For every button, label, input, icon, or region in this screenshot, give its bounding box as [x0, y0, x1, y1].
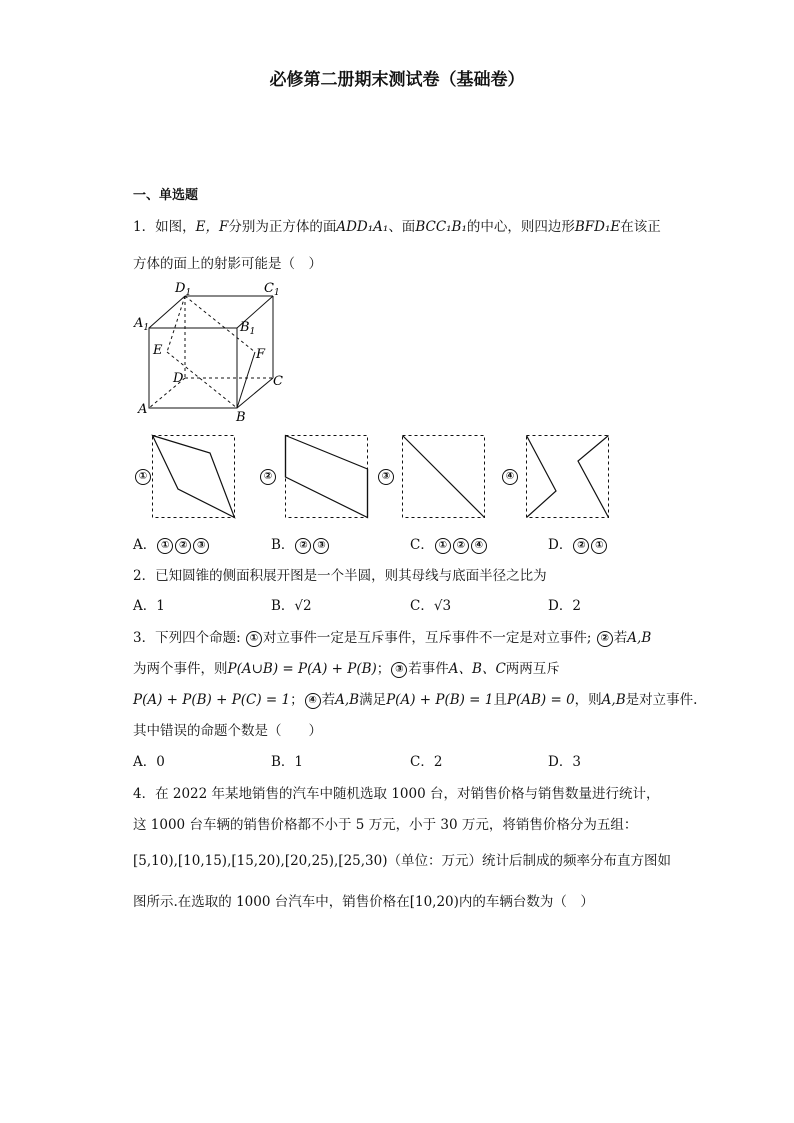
fig-label-4: ④ [501, 466, 519, 486]
label-E: E [153, 343, 163, 358]
q3-formula-sum: P(A) + P(B) + P(C) = 1 [133, 692, 291, 708]
q3-line1: 3．下列四个命题: ① 对立事件一定是互斥事件，互斥事件不一定是对立事件; ② 若A,B [133, 630, 652, 646]
label-C1: $C_1$ [264, 281, 280, 298]
q1-option-a[interactable]: A． ① ② ③ [133, 535, 210, 555]
q1-quad: BFD₁E [574, 219, 621, 235]
fig-label-1: ① [134, 466, 152, 486]
label-B: B [236, 410, 246, 425]
projection-2 [285, 435, 369, 519]
q1-face1: ADD₁A₁ [336, 219, 389, 235]
q2-option-c[interactable]: C．√3 [410, 598, 452, 614]
q1-option-b[interactable]: B． ② ③ [271, 535, 330, 555]
q3-option-d[interactable]: D．3 [548, 754, 581, 770]
q3-option-a[interactable]: A．0 [133, 754, 165, 770]
q1-points-ef: E，F [195, 219, 229, 235]
q1-line1 [133, 217, 661, 237]
q1-text-e: 在该正 [620, 219, 661, 235]
q3-line4: 其中错误的命题个数是（ ） [133, 723, 322, 739]
label-A1: $A_1$ [134, 316, 150, 333]
fig-label-3: ③ [377, 466, 395, 486]
q1-line2: 方体的面上的射影可能是（ ） [133, 256, 322, 272]
q3-option-c[interactable]: C．2 [410, 754, 443, 770]
q4-line4: 图所示.在选取的 1000 台汽车中，销售价格在[10,20)内的车辆台数为（ ） [133, 894, 594, 910]
q1-text-c: 、面 [388, 219, 416, 235]
q3-formula-union: P(A∪B) = P(A) + P(B) [227, 661, 377, 677]
projection-4 [526, 435, 610, 519]
q3-line3: P(A) + P(B) + P(C) = 1； ④ 若A,B满足P(A) + P(B) = 1且P(AB) = 0，则A,B是对立事件. [133, 692, 698, 708]
q2-stem: 2．已知圆锥的侧面积展开图是一个半圆，则其母线与底面半径之比为 [133, 568, 547, 584]
q1-text-d: 的中心，则四边形 [466, 219, 575, 235]
q4-line3: [5,10),[10,15),[15,20),[20,25),[25,30)（单位：万元）统计后制成的频率分布直方图如 [133, 853, 671, 869]
projection-1 [152, 435, 236, 519]
label-D1: $D_1$ [175, 281, 192, 298]
projection-3 [402, 435, 486, 519]
q3-option-b[interactable]: B．1 [271, 754, 304, 770]
label-A: A [138, 402, 148, 417]
q4-line2: 这 1000 台车辆的销售价格都不小于 5 万元，小于 30 万元，将销售价格分为五组： [133, 817, 638, 833]
q2-option-b[interactable]: B．√2 [271, 598, 312, 614]
q3-line2: 为两个事件，则P(A∪B) = P(A) + P(B)； ③ 若事件A、B、C两两互斥 [133, 661, 560, 677]
label-F: F [256, 347, 266, 362]
q1-face2: BCC₁B₁ [415, 219, 467, 235]
page-title: 必修第二册期末测试卷（基础卷） [269, 70, 525, 90]
q4-interval: [10,20) [409, 894, 459, 910]
fig-label-2: ② [259, 466, 277, 486]
q4-line1: 4．在 2022 年某地销售的汽车中随机选取 1000 台，对销售价格与销售数量进行统计， [133, 786, 660, 802]
section-heading: 一、单选题 [133, 188, 199, 203]
q1-text-b: 分别为正方体的面 [228, 219, 337, 235]
q2-option-a[interactable]: A．1 [133, 598, 165, 614]
label-B1: $B_1$ [240, 320, 256, 337]
label-C: C [273, 374, 283, 389]
q1-option-c[interactable]: C． ① ② ④ [410, 535, 488, 555]
cube-figure [130, 278, 290, 428]
q4-intervals: [5,10),[10,15),[15,20),[20,25),[25,30) [133, 853, 388, 869]
q2-option-d[interactable]: D．2 [548, 598, 581, 614]
q1-text-a: 1．如图， [133, 219, 196, 235]
label-D: D [173, 371, 184, 386]
q1-option-d[interactable]: D． ② ① [548, 535, 608, 555]
